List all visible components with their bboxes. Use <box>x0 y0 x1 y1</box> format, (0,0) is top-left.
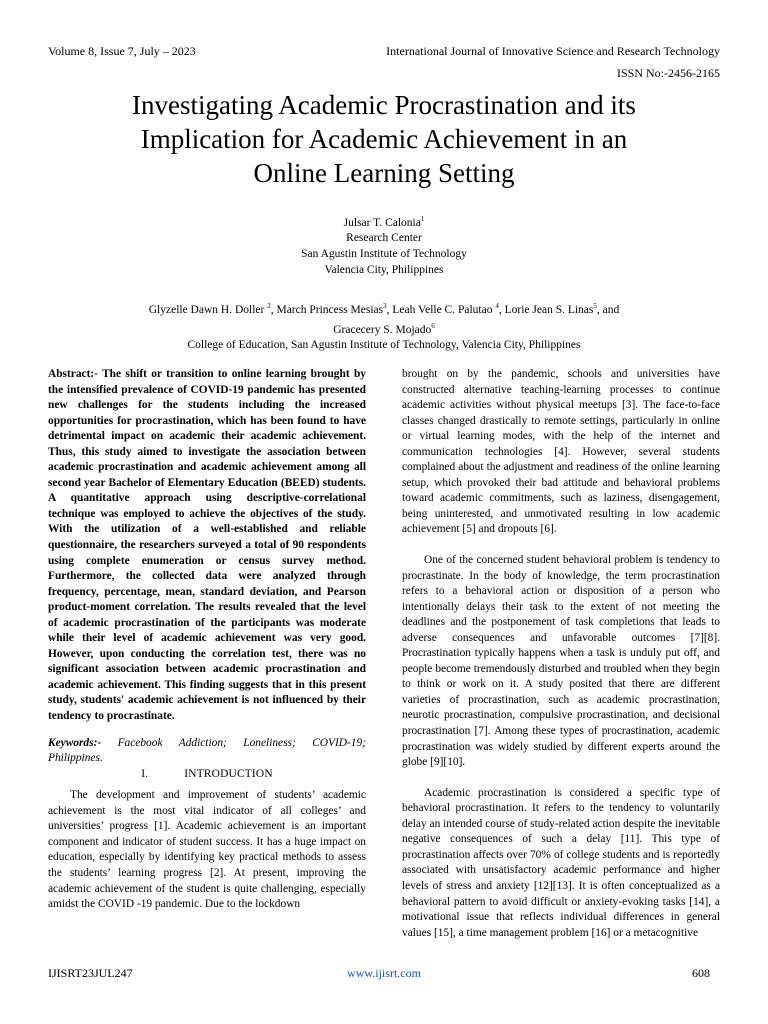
volume-issue: Volume 8, Issue 7, July – 2023 <box>48 44 196 58</box>
keywords <box>48 736 366 767</box>
main-author <box>40 212 728 231</box>
page-number: 608 <box>692 966 710 980</box>
body-paragraph-3: Academic procrastination is considered a specific type of behavioral procrastination. It refers to the tendency to voluntarily delay an intended course of study-related action despite the inevitable negative consequences of such a delay [11]. This type of procrastination affects over 70% of college students and is reportedly associated with unsatisfactory academic performance and higher levels of stress and anxiety [12][13]. It is often conceptualized as a behavioral pattern to avoid difficult or anxiety-evoking tasks [14], a motivational issue that reflects individual differences in general values [15], a time management problem [16] or a metacognitive <box>402 786 720 939</box>
coauthor-name: Glyzelle Dawn H. Doller <box>148 304 268 317</box>
coauthor-sup: 6 <box>431 321 435 330</box>
section-number: I. <box>141 767 149 780</box>
coauthor-name: March Princess Mesias <box>276 304 384 317</box>
coauthor-sep: , <box>498 304 505 317</box>
coauthor-line-2 <box>40 319 728 338</box>
paper-title <box>60 88 708 190</box>
coauthor-sup: 5 <box>593 302 597 311</box>
main-author-center: Research Center <box>346 232 422 245</box>
coauthor-affiliation: College of Education, San Agustin Institute of Technology, Valencia City, Philippines <box>187 339 581 352</box>
author-block <box>40 212 728 354</box>
main-author-name: Julsar T. Calonia <box>343 216 421 229</box>
paper-id: IJISRT23JUL247 <box>48 966 133 980</box>
title-line-3: Online Learning Setting <box>253 158 515 188</box>
section-heading <box>48 767 366 783</box>
keywords-label: Keywords:- <box>48 736 102 749</box>
coauthor-sup: 4 <box>495 302 499 311</box>
issn-number: ISSN No:-2456-2165 <box>616 66 720 80</box>
journal-name: International Journal of Innovative Science and Research Technology <box>386 44 720 58</box>
coauthor-name: Lorie Jean S. Linas <box>504 304 594 317</box>
main-author-sup: 1 <box>420 215 425 223</box>
abstract-text: Abstract:- The shift or transition to online learning brought by the intensified prevalence of COVID-19 pandemic has presented new challenges for the students including the increased opportunities for procrastination, which has been found to have detrimental impact on academic their academic achievement. Thus, this study aimed to investigate the association between academic procrastination and academic achievement among all second year Bachelor of Elementary Education (BEED) students. A quantitative approach using descriptive-correlational technique was employed to achieve the objectives of the study. With the utilization of a well-established and reliable questionnaire, the researchers surveyed a total of 90 respondents using complete enumeration or census survey method. Furthermore, the collected data were analyzed through frequency, percentage, mean, standard deviation, and Pearson product-moment correlation. The results revealed that the level of academic procrastination of the participants was moderate while their level of academic achievement was very good. However, upon conducting the correlation test, there was no significant association between academic procrastination and academic achievement. This finding suggests that in this present study, students' academic achievement is not influenced by their tendency to procrastinate. <box>48 368 366 723</box>
journal-url-link[interactable]: www.ijisrt.com <box>347 966 421 980</box>
main-author-city: Valencia City, Philippines <box>324 263 444 276</box>
main-author-institute: San Agustin Institute of Technology <box>301 248 467 261</box>
coauthor-sep: , <box>270 304 277 317</box>
title-line-2: Implication for Academic Achievement in an <box>140 124 628 154</box>
right-column <box>402 367 720 941</box>
coauthor-sep: , <box>386 304 393 317</box>
keywords-value: Facebook Addiction; Loneliness; COVID-19; Philippines. <box>48 736 366 765</box>
body-paragraph-2: One of the concerned student behavioral problem is tendency to procrastinate. In the body of knowledge, the term procrastination refers to a behavioral action or disposition of a person who intentionally delays their task to the extent of not meeting the deadlines and the postponement of task completions that leads to adverse consequences and unfavorable outcomes [7][8]. Procrastination typically happens when a task is unduly put off, and people become tremendously disturbed and troubled when they begin to think or work on it. A study posited that there are different varieties of procrastination, such as academic procrastination, neurotic procrastination, compulsive procrastination, and decisional procrastination [7]. Among these types of procrastination, academic procrastination was widely studied by different experts around the globe [9][10]. <box>402 554 720 769</box>
coauthor-name: Leah Velle C. Palutao <box>392 304 496 317</box>
section-title: INTRODUCTION <box>184 767 273 780</box>
intro-paragraph: The development and improvement of students’ academic achievement is the most vital indicator of all colleges’ and universities’ progress [1]. Academic achievement is an important component and indicator of student success. It has a huge impact on education, especially by identifying key practical methods to assess the students’ learning progress [2]. At present, improving the academic achievement of the student is quite challenging, especially amidst the COVID -19 pandemic. Due to the lockdown <box>48 789 366 911</box>
coauthor-name: Gracecery S. Mojado <box>333 323 432 336</box>
coauthor-sup: 3 <box>383 302 387 311</box>
coauthor-line-1 <box>40 299 728 318</box>
coauthor-sup: 2 <box>267 302 271 311</box>
left-column <box>48 367 366 913</box>
coauthor-sep: , and <box>596 304 620 317</box>
body-paragraph-1: brought on by the pandemic, schools and universities have constructed alternative teaching-learning processes to continue academic activities without physical meetups [3]. The face-to-face classes changed drastically to remote settings, particularly in online or virtual learning modes, with the help of the internet and communication technologies [4]. However, several students complained about the adjustment and readiness of the online learning setup, which provoked their bad attitude and behavioral problems toward academic commitments, such as laziness, disengagement, being uninterested, and unmotivated resulting in low academic achievement [5] and dropouts [6]. <box>402 368 720 536</box>
title-line-1: Investigating Academic Procrastination and its <box>132 90 636 120</box>
